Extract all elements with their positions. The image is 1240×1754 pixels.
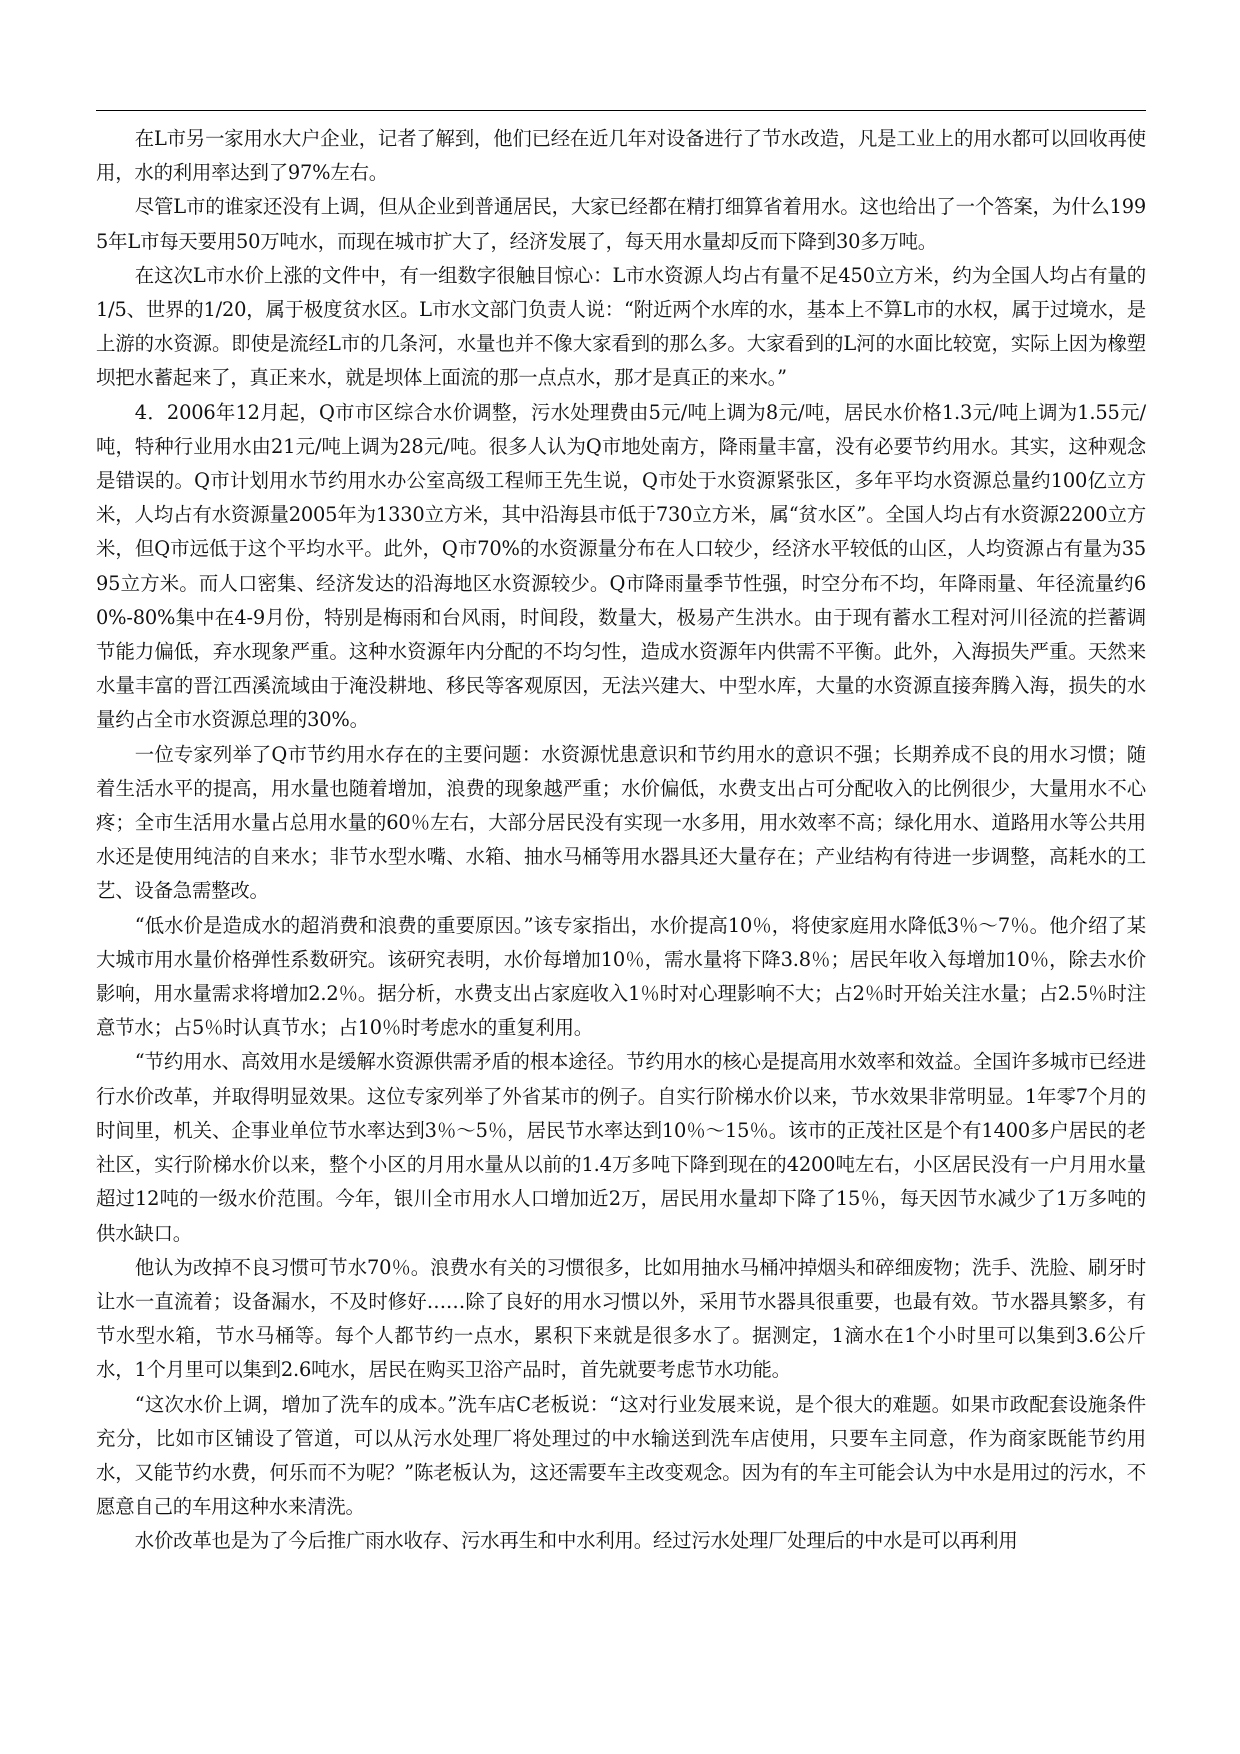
paragraph-7: “节约用水、高效用水是缓解水资源供需矛盾的根本途径。节约用水的核心是提高用水效率和效益。全国许多城市已经进行水价改革，并取得明显效果。这位专家列举了外省某市的例子。自实行阶梯水价以来，节水效果非常明显。1年零7个月的时间里，机关、企事业单位节水率达到3％～5％，居民节水率达到10％～15％。该市的正茂社区是个有1400多户居民的老社区，实行阶梯水价以来，整个小区的月用水量从以前的1.4万多吨下降到现在的4200吨左右，小区居民没有一户月用水量超过12吨的一级水价范围。今年，银川全市用水人口增加近2万，居民用水量却下降了15％，每天因节水减少了1万多吨的供水缺口。 [96,1050,1146,1245]
paragraph-1: 在L市另一家用水大户企业，记者了解到，他们已经在近几年对设备进行了节水改造，凡是工业上的用水都可以回收再使用，水的利用率达到了97%左右。 [96,127,1146,185]
paragraph-2: 尽管L市的谁家还没有上调，但从企业到普通居民，大家已经都在精打细算省着用水。这也给出了一个答案，为什么1995年L市每天要用50万吨水，而现在城市扩大了，经济发展了，每天用水量却反而下降到30多万吨。 [96,195,1146,253]
header-rule [96,110,1146,111]
paragraph-10: 水价改革也是为了今后推广雨水收存、污水再生和中水利用。经过污水处理厂处理后的中水是可以再利用 [134,1529,1018,1553]
document-body [96,122,1146,1559]
paragraph-8: 他认为改掉不良习惯可节水70％。浪费水有关的习惯很多，比如用抽水马桶冲掉烟头和碎细废物；洗手、洗脸、刷牙时让水一直流着；设备漏水，不及时修好……除了良好的用水习惯以外，采用节水器具很重要，也最有效。节水器具繁多，有节水型水箱，节水马桶等。每个人都节约一点水，累积下来就是很多水了。据测定，1滴水在1个小时里可以集到3.6公斤水，1个月里可以集到2.6吨水，居民在购买卫浴产品时，首先就要考虑节水功能。 [96,1255,1146,1382]
paragraph-3: 在这次L市水价上涨的文件中，有一组数字很触目惊心：L市水资源人均占有量不足450立方米，约为全国人均占有量的1/5、世界的1/20，属于极度贫水区。L市水文部门负责人说：“附近两个水库的水，基本上不算L市的水权，属于过境水，是上游的水资源。即使是流经L市的几条河，水量也并不像大家看到的那么多。大家看到的L河的水面比较宽，实际上因为橡塑坝把水蓄起来了，真正来水，就是坝体上面流的那一点点水，那才是真正的来水。” [96,263,1146,390]
paragraph-6: “低水价是造成水的超消费和浪费的重要原因。”该专家指出，水价提高10％，将使家庭用水降低3％～7％。他介绍了某大城市用水量价格弹性系数研究。该研究表明，水价每增加10％，需水量将下降3.8％；居民年收入每增加10％，除去水价影响，用水量需求将增加2.2％。据分析，水费支出占家庭收入1％时对心理影响不大；占2％时开始关注水量；占2.5％时注意节水；占5％时认真节水；占10％时考虑水的重复利用。 [96,913,1146,1040]
paragraph-5: 一位专家列举了Q市节约用水存在的主要问题：水资源忧患意识和节约用水的意识不强；长期养成不良的用水习惯；随着生活水平的提高，用水量也随着增加，浪费的现象越严重；水价偏低，水费支出占可分配收入的比例很少，大量用水不心疼；全市生活用水量占总用水量的60％左右，大部分居民没有实现一水多用，用水效率不高；绿化用水、道路用水等公共用水还是使用纯洁的自来水；非节水型水嘴、水箱、抽水马桶等用水器具还大量存在；产业结构有待进一步调整，高耗水的工艺、设备急需整改。 [96,742,1146,903]
paragraph-4: 4．2006年12月起，Q市市区综合水价调整，污水处理费由5元/吨上调为8元/吨，居民水价格1.3元/吨上调为1.55元/吨，特种行业用水由21元/吨上调为28元/吨。很多人认为Q市地处南方，降雨量丰富，没有必要节约用水。其实，这种观念是错误的。Q市计划用水节约用水办公室高级工程师王先生说，Q市处于水资源紧张区，多年平均水资源总量约100亿立方米，人均占有水资源量2005年为1330立方米，其中沿海县市低于730立方米，属“贫水区”。全国人均占有水资源2200立方米，但Q市远低于这个平均水平。此外，Q市70%的水资源量分布在人口较少，经济水平较低的山区，人均资源占有量为3595立方米。而人口密集、经济发达的沿海地区水资源较少。Q市降雨量季节性强，时空分布不均，年降雨量、年径流量约60%-80%集中在4-9月份，特别是梅雨和台风雨，时间段，数量大，极易产生洪水。由于现有蓄水工程对河川径流的拦蓄调节能力偏低，弃水现象严重。这种水资源年内分配的不均匀性，造成水资源年内供需不平衡。此外，入海损失严重。天然来水量丰富的晋江西溪流域由于淹没耕地、移民等客观原因，无法兴建大、中型水库，大量的水资源直接奔腾入海，损失的水量约占全市水资源总理的30%。 [96,400,1146,732]
paragraph-9: “这次水价上调，增加了洗车的成本。”洗车店C老板说：“这对行业发展来说，是个很大的难题。如果市政配套设施条件充分，比如市区铺设了管道，可以从污水处理厂将处理过的中水输送到洗车店使用，只要车主同意，作为商家既能节约用水，又能节约水费，何乐而不为呢？”陈老板认为，这还需要车主改变观念。因为有的车主可能会认为中水是用过的污水，不愿意自己的车用这种水来清洗。 [96,1392,1146,1519]
